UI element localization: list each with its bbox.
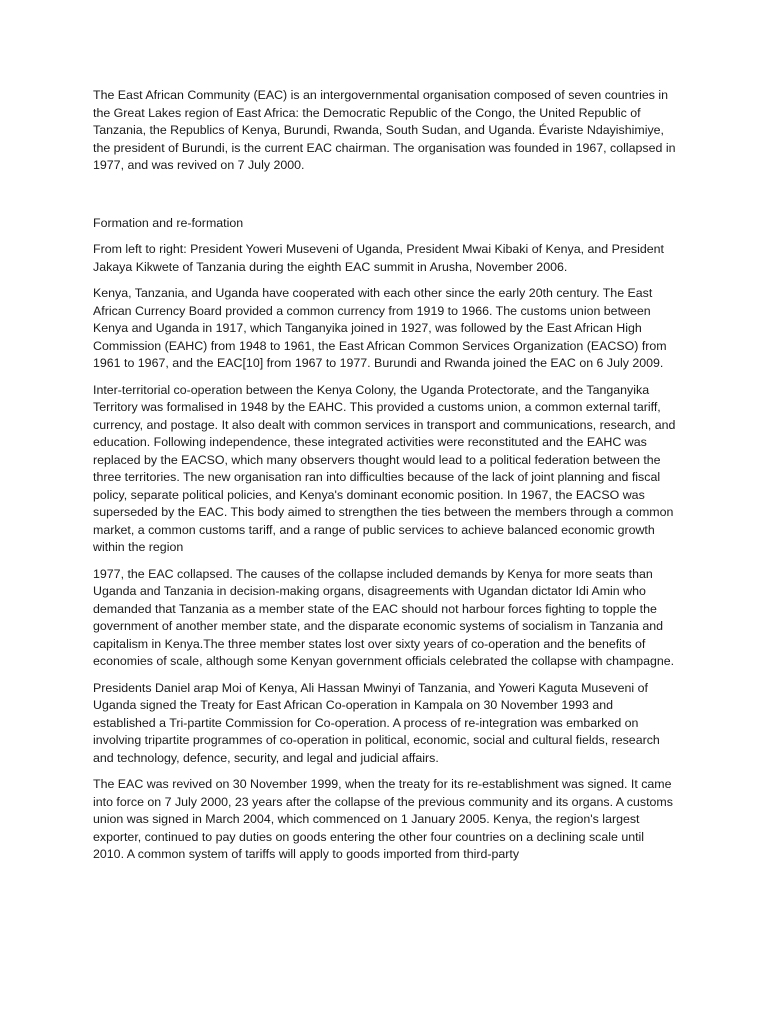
intro-paragraph: The East African Community (EAC) is an intergovernmental organisation composed of seven countries in the Great Lakes region of East Africa: the Democratic Republic of the Congo, the United Republic of Tanzania, the Republics of Kenya, Burundi, Rwanda, South Sudan, and Uganda. Évariste Ndayishimiye, the president of Burundi, is the current EAC chairman. The organisation was founded in 1967, collapsed in 1977, and was revived on 7 July 2000. <box>93 88 676 172</box>
paragraph-collapse: 1977, the EAC collapsed. The causes of the collapse included demands by Kenya for more seats than Uganda and Tanzania in decision-making organs, disagreements with Ugandan dictator Idi Amin who demanded that Tanzania as a member state of the EAC should not harbour forces fighting to topple the government of another member state, and the disparate economic systems of socialism in Tanzania and capitalism in Kenya.The three member states lost over sixty years of co-operation and the benefits of economies of scale, although some Kenyan government officials celebrated the collapse with champagne. <box>93 566 675 668</box>
section-heading: Formation and re-formation <box>93 215 244 230</box>
paragraph-revival: The EAC was revived on 30 November 1999, when the treaty for its re-establishment was signed. It came into force on 7 July 2000, 23 years after the collapse of the previous community and its organs. A customs union was signed in March 2004, which commenced on 1 January 2005. Kenya, the region's largest exporter, continued to pay duties on goods entering the other four countries on a declining scale until 2010. A common system of tariffs will apply to goods imported from third-party <box>93 777 673 861</box>
paragraph-treaty-1993: Presidents Daniel arap Moi of Kenya, Ali Hassan Mwinyi of Tanzania, and Yoweri Kaguta Museveni of Uganda signed the Treaty for East African Co-operation in Kampala on 30 November 1993 and established a Tri-partite Commission for Co-operation. A process of re-integration was embarked on involving tripartite programmes of co-operation in political, economic, social and cultural fields, research and technology, defence, security, and legal and judicial affairs. <box>93 680 660 765</box>
paragraph-inter-territorial: Inter-territorial co-operation between the Kenya Colony, the Uganda Protectorate, and the Tanganyika Territory was formalised in 1948 by the EAHC. This provided a customs union, a common external tariff, currency, and postage. It also dealt with common services in transport and communications, research, and education. Following independence, these integrated activities were reconstituted and the EAHC was replaced by the EACSO, which many observers thought would lead to a political federation between the three territories. The new organisation ran into difficulties because of the lack of joint planning and fiscal policy, separate political policies, and Kenya's dominant economic position. In 1967, the EACSO was superseded by the EAC. This body aimed to strengthen the ties between the members through a common market, a common customs tariff, and a range of public services to achieve balanced economic growth within the region <box>93 382 676 554</box>
document-page <box>93 87 678 873</box>
paragraph-photo-caption: From left to right: President Yoweri Museveni of Uganda, President Mwai Kibaki of Kenya, and President Jakaya Kikwete of Tanzania during the eighth EAC summit in Arusha, November 2006. <box>93 242 664 274</box>
paragraph-early-cooperation: Kenya, Tanzania, and Uganda have cooperated with each other since the early 20th century. The East African Currency Board provided a common currency from 1919 to 1966. The customs union between Kenya and Uganda in 1917, which Tanganyika joined in 1927, was followed by the East African High Commission (EAHC) from 1948 to 1961, the East African Common Services Organization (EACSO) from 1961 to 1967, and the EAC[10] from 1967 to 1977. Burundi and Rwanda joined the EAC on 6 July 2009. <box>93 286 667 370</box>
